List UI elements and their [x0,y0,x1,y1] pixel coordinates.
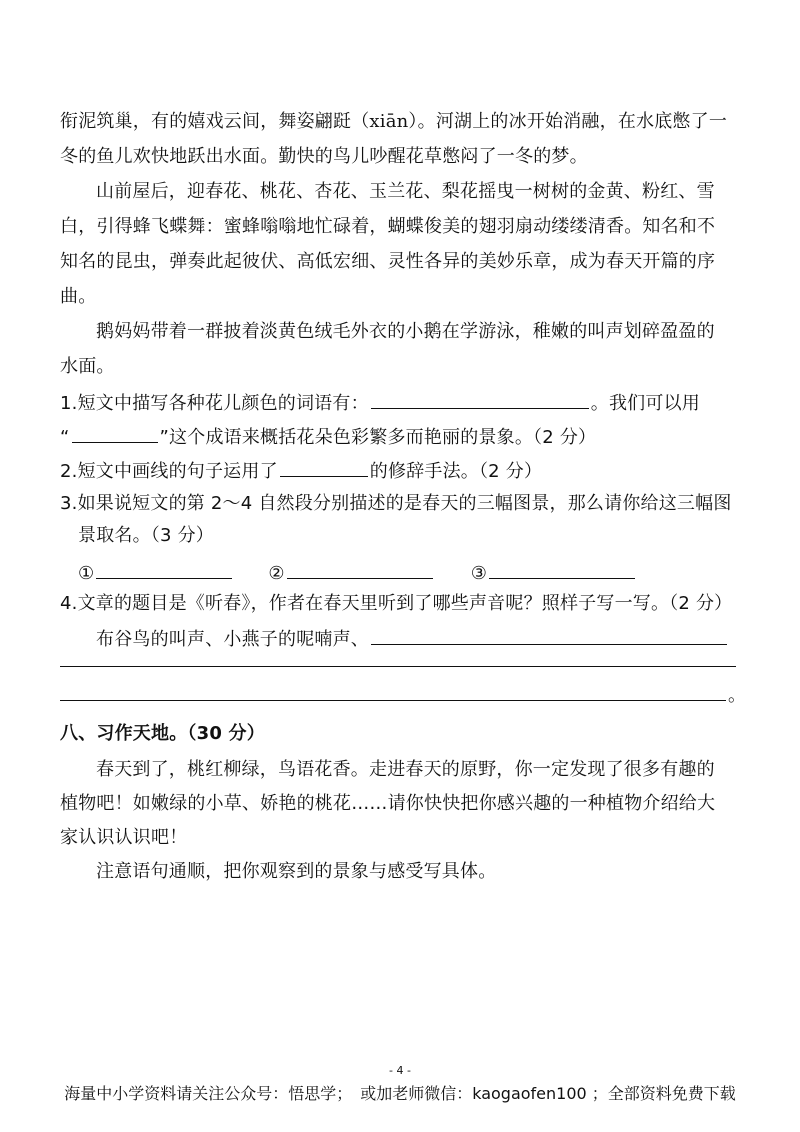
question-4-example-text: 布谷鸟的叫声、小燕子的呢喃声、 [96,629,369,650]
answer-blank-scene-1[interactable] [96,560,232,579]
answer-line-sounds-3[interactable] [60,700,726,701]
passage-p2-line4: 曲。 [60,286,97,307]
marker-3: ③ [470,563,488,584]
question-3-line2: 景取名。（3 分） [78,525,214,546]
passage-p2-line2: 白，引得蜂飞蝶舞：蜜蜂嗡嗡地忙碌着，蝴蝶俊美的翅羽扇动缕缕清香。知名和不 [60,216,716,237]
question-3-line1: 3.如果说短文的第 2～4 自然段分别描述的是春天的三幅图景，那么请你给这三幅图 [60,493,732,514]
footer-note: 海量中小学资料请关注公众号：悟思学； 或加老师微信：kaogaofen100 ；全部资料免费下载 [64,1084,736,1103]
passage-p3-line1: 鹅妈妈带着一群披着淡黄色绒毛外衣的小鹅在学游泳，稚嫩的叫声划碎盈盈的 [96,321,715,342]
question-4-example [96,626,786,652]
answer-blank-sounds-1[interactable] [371,626,727,645]
passage-p3-line2: 水面。 [60,356,115,377]
question-1-line1 [60,390,750,416]
answer-blank-rhetoric[interactable] [280,458,368,477]
question-4-period: 。 [728,685,747,706]
answer-blank-scene-3[interactable] [489,560,635,579]
marker-2: ② [268,563,285,584]
passage-p2-line3: 知名的昆虫，弹奏此起彼伏、高低宏细、灵性各异的美妙乐章，成为春天开篇的序 [60,251,716,272]
question-2 [60,458,750,484]
page-number: - 4 - [389,1064,411,1077]
answer-blank-idiom[interactable] [72,424,158,443]
section-8-line4: 注意语句通顺，把你观察到的景象与感受写具体。 [96,861,497,882]
question-4-line1: 4.文章的题目是《听春》，作者在春天里听到了哪些声音呢？照样子写一写。（2 分） [60,593,733,614]
section-8-heading: 八、习作天地。（30 分） [60,723,265,744]
question-1-text-d: ”这个成语来概括花朵色彩繁多而艳丽的景象。（2 分） [159,427,597,448]
question-1-text: 1.短文中描写各种花儿颜色的词语有： [60,393,369,414]
quote-open: “ [60,427,70,448]
answer-blank-scene-2[interactable] [287,560,433,579]
answer-blank-flower-colors[interactable] [371,390,589,409]
question-2-text: 2.短文中画线的句子运用了 [60,461,278,482]
passage-p1-line1: 衔泥筑巢，有的嬉戏云间，舞姿翩跹（xiān）。河湖上的冰开始消融，在水底憋了一 [60,111,728,132]
section-8-line1: 春天到了，桃红柳绿，鸟语花香。走进春天的原野，你一定发现了很多有趣的 [96,759,715,780]
question-3-blanks [78,560,768,586]
section-8-line2: 植物吧！如嫩绿的小草、娇艳的桃花……请你快快把你感兴趣的一种植物介绍给大 [60,793,716,814]
answer-line-sounds-2[interactable] [60,666,736,667]
passage-p2-line1: 山前屋后，迎春花、桃花、杏花、玉兰花、梨花摇曳一树树的金黄、粉红、雪 [96,181,715,202]
question-2-text-b: 的修辞手法。（2 分） [369,461,543,482]
passage-p1-line2: 冬的鱼儿欢快地跃出水面。勤快的鸟儿吵醒花草憋闷了一冬的梦。 [60,146,588,167]
question-1-text-b: 。我们可以用 [590,393,700,414]
section-8-line3: 家认识认识吧！ [60,827,188,848]
marker-1: ① [78,563,95,584]
question-1-line2 [60,424,750,450]
